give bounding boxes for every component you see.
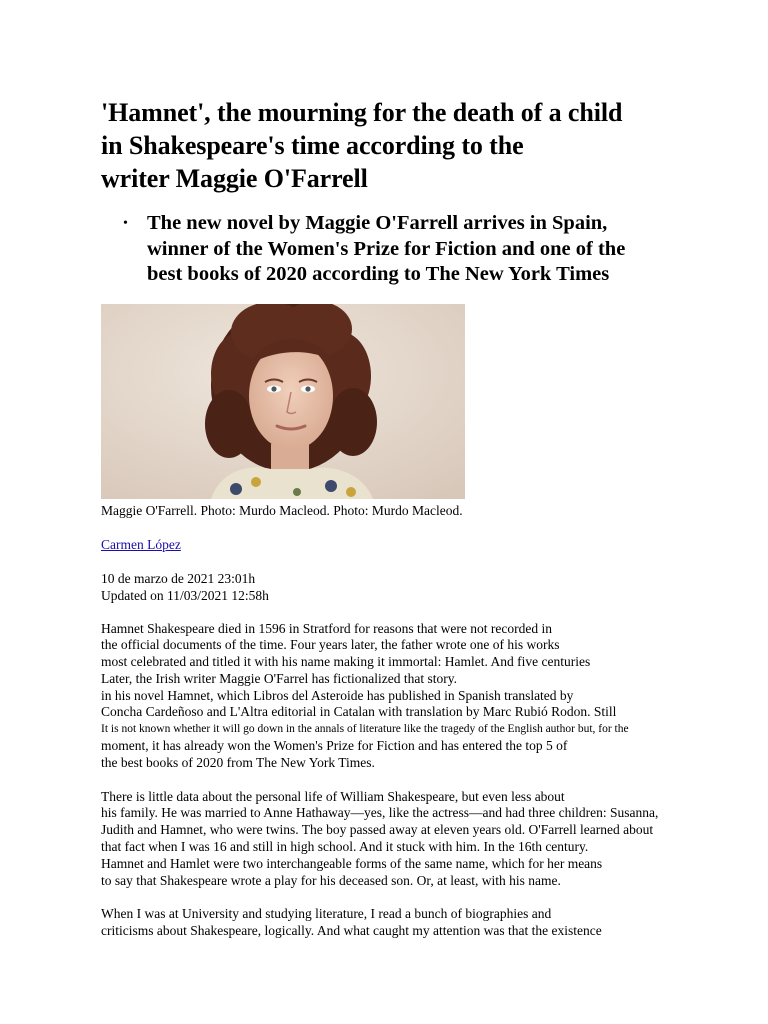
paragraph-line: his family. He was married to Anne Hathaway—yes, like the actress—and had three children: Susanna,: [101, 805, 659, 821]
paragraph-line: most celebrated and titled it with his name making it immortal: Hamlet. And five centuries: [101, 654, 591, 670]
subheadline-line: best books of 2020 according to The New York Times: [147, 263, 610, 285]
paragraph-line: criticisms about Shakespeare, logically. And what caught my attention was that the existence: [101, 923, 602, 939]
paragraph-line: When I was at University and studying literature, I read a bunch of biographies and: [101, 906, 552, 922]
headline-line: in Shakespeare's time according to the: [101, 131, 524, 160]
article-paragraph: [101, 789, 711, 890]
paragraph-line: Judith and Hamnet, who were twins. The boy passed away at eleven years old. O'Farrell learned about: [101, 822, 654, 838]
author-byline: [101, 536, 711, 553]
paragraph-line: in his novel Hamnet, which Libros del Asteroide has published in Spanish translated by: [101, 687, 574, 703]
author-link[interactable]: Carmen López: [101, 536, 181, 552]
article: [101, 96, 711, 940]
article-paragraph: [101, 621, 711, 772]
article-dates: [101, 570, 711, 604]
paragraph-line: the best books of 2020 from The New York Times.: [101, 754, 375, 770]
paragraph-line: that fact when I was 16 and still in high school. And it stuck with him. In the 16th century.: [101, 839, 589, 855]
article-headline: [101, 96, 711, 195]
author-photo: [101, 304, 465, 499]
updated-date: Updated on 11/03/2021 12:58h: [101, 587, 269, 603]
paragraph-line: Concha Cardeñoso and L'Altra editorial in Catalan with translation by Marc Rubió Rodon. Still: [101, 704, 617, 720]
published-date: 10 de marzo de 2021 23:01h: [101, 570, 256, 586]
subheadline-item: [101, 211, 711, 288]
paragraph-line: There is little data about the personal life of William Shakespeare, but even less about: [101, 788, 565, 804]
article-subheadline: [101, 211, 711, 288]
paragraph-line: to say that Shakespeare wrote a play for his deceased son. Or, at least, with his name.: [101, 872, 561, 888]
portrait-image: [101, 304, 465, 499]
subheadline-line: The new novel by Maggie O'Farrell arrives in Spain,: [147, 212, 608, 234]
subheadline-line: winner of the Women's Prize for Fiction and one of the: [147, 237, 626, 260]
paragraph-line: Hamnet and Hamlet were two interchangeable forms of the same name, which for her means: [101, 855, 603, 871]
paragraph-line: moment, it has already won the Women's Prize for Fiction and has entered the top 5 of: [101, 738, 568, 754]
paragraph-line: It is not known whether it will go down in the annals of literature like the tragedy of the English author but, for the: [101, 723, 629, 736]
paragraph-line: the official documents of the time. Four years later, the father wrote one of his works: [101, 637, 560, 653]
headline-line: 'Hamnet', the mourning for the death of a child: [101, 98, 623, 127]
headline-line: writer Maggie O'Farrell: [101, 164, 368, 193]
paragraph-line: Later, the Irish writer Maggie O'Farrel has fictionalized that story.: [101, 670, 458, 686]
article-paragraph: [101, 906, 711, 940]
photo-caption: Maggie O'Farrell. Photo: Murdo Macleod. Photo: Murdo Macleod.: [101, 502, 463, 518]
bullet-icon: •: [123, 216, 128, 231]
paragraph-line: Hamnet Shakespeare died in 1596 in Stratford for reasons that were not recorded in: [101, 620, 552, 636]
